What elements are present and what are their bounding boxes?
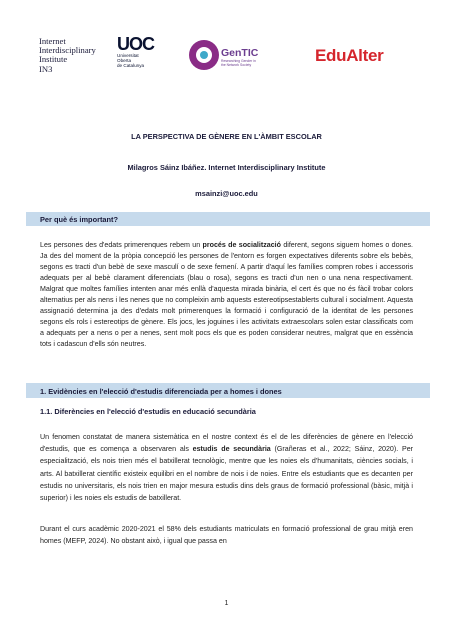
gentic-logo-icon <box>189 40 219 70</box>
body-paragraph: Durant el curs acadèmic 2020-2021 el 58% dels estudiants matriculats en formació professional de grau mitjà eren homes (MEFP, 2024). No obstant això, i igual que passa en <box>40 525 413 546</box>
uoc-sub-line: Oberta <box>117 58 132 64</box>
gentic-logo-tagline: Researching Gender in the Network Society <box>221 59 256 67</box>
uoc-logo-mark: UOC <box>117 34 154 54</box>
page-number: 1 <box>224 600 229 607</box>
gentic-logo <box>189 40 261 72</box>
author-email: msainzi@uoc.edu <box>195 189 258 198</box>
gentic-logo-name: GenTIC <box>221 47 259 59</box>
uoc-logo <box>117 35 159 77</box>
document-title: LA PERSPECTIVA DE GÈNERE EN L'ÀMBIT ESCOLAR <box>131 132 322 141</box>
section-heading: 1. Evidències en l'elecció d'estudis diferenciada per a homes i dones <box>40 387 282 396</box>
in3-logo-line: Institute <box>39 54 68 65</box>
uoc-sub-line: Universitat <box>117 53 139 58</box>
uoc-logo-subtitle <box>117 53 144 69</box>
in3-logo <box>39 37 96 74</box>
uoc-sub-line: de Catalunya <box>117 63 145 69</box>
intro-paragraph: Les persones des d'edats primerenques rebem un procés de socialització diferent, segons siguem homes o dones. Ja des del moment de la pròpia concepció les persones de l'entorn es forgen expectatives diferents sobre els bebès, segons es tracti d'un bebè de sexe masculí o de sexe femení. A partir d'aquí les famílies compren robes i accessoris adequats per al bebè clarament diferenciats (blau o rosa), segons es tracti d'un nen o una nena respectivament. Malgrat que moltes famílies intenten anar més enllà d'aquesta mirada binària, el cert és que no és fàcil trobar colors alternatius per als nens i les nenes que no compleixin amb aquests estereotipsestablerts cultural i socialment. Aquesta assignació determina ja des d'edats molt primerenques la formació i configuració de la identitat de les persones segons els rols i estereotips de gènere. Els jocs, les joguines i les activitats extraescolars solen estar classificats com a adequats per a nens o per a nenes, sent molt pocs els que es poden considerar neutres, malgrat que en essència tots i cadascun d'ells són neutres. <box>40 241 413 348</box>
author-line: Milagros Sáinz Ibáñez. Internet Interdisciplinary Institute <box>127 163 326 172</box>
subsection-heading: 1.1. Diferències en l'elecció d'estudis en educació secundària <box>40 407 256 416</box>
in3-logo-line: Interdisciplinary <box>39 45 96 56</box>
body-paragraph: Un fenomen constatat de manera sistemàtica en el nostre context és el de les diferències de gènere en l'elecció d'estudis, que es comença a observaren als estudis de secundària (Grañeras et al., 2022; Sáinz, 2020). Per especialització, els nois trien més el batxillerat tecnològic, mentre que les noies els d'humanitats, ciències socials, i arts. Al batxillerat científic existeix equilibri en el nombre de nois i de noies. Entre els estudiants que es decanten per estudis no universitaris, els nois trien en major mesura estudis dins dels graus de formació professional (bàsic, mitjà i superior) i les noies els estudis de batxillerat. <box>40 433 413 503</box>
edualter-logo: EduAlter <box>315 46 384 65</box>
in3-logo-line: Internet <box>39 36 66 46</box>
in3-logo-line: IN3 <box>39 63 53 74</box>
question-heading: Per què és important? <box>40 215 119 224</box>
